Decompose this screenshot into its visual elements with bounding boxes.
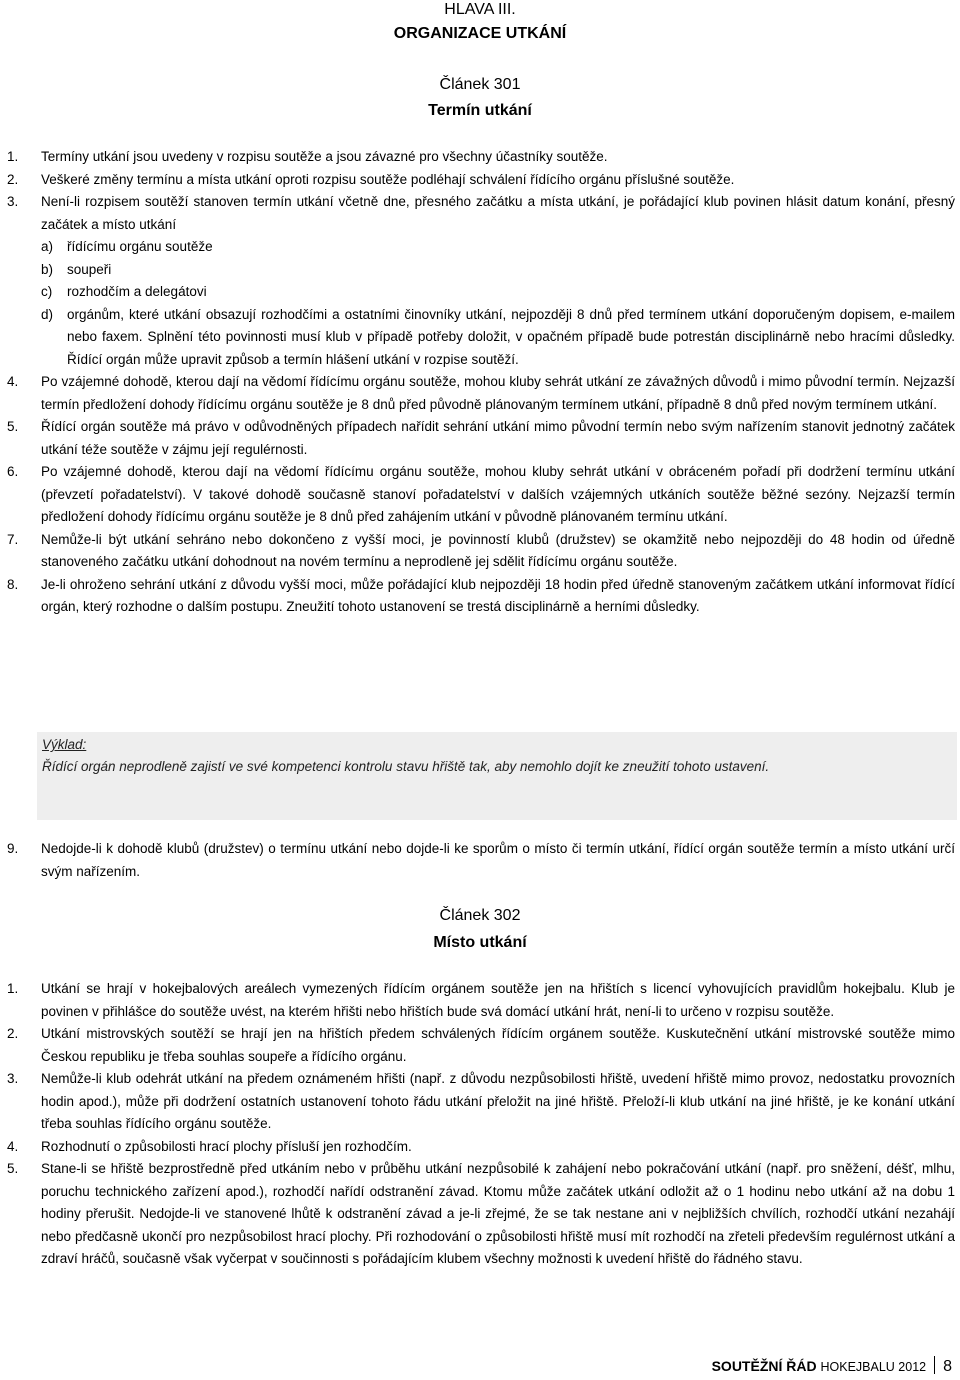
list-item	[7, 416, 955, 461]
interpretation-text: Řídící orgán neprodleně zajistí ve své kompetenci kontrolu stavu hřiště tak, aby nemohlo dojít ke zneužití tohoto ustavení.	[42, 759, 770, 774]
sub-item-text: rozhodčím a delegátovi	[67, 284, 207, 299]
item-number: 2.	[7, 1026, 19, 1041]
chapter-title: ORGANIZACE UTKÁNÍ	[393, 25, 567, 42]
item-number: 5.	[7, 1161, 19, 1176]
footer-brand: SOUTĚŽNÍ ŘÁD	[711, 1358, 817, 1374]
chapter-heading: HLAVA III.	[444, 1, 516, 18]
item-text: Termíny utkání jsou uvedeny v rozpisu soutěže a jsou závazné pro všechny účastníky soutěže.	[41, 149, 608, 164]
list-item	[7, 371, 955, 416]
list-item	[7, 1158, 955, 1271]
item-number: 4.	[7, 374, 19, 389]
list-item	[7, 1136, 955, 1159]
list-item	[7, 574, 955, 619]
item-number: 6.	[7, 464, 19, 479]
sub-item	[41, 281, 955, 304]
item-text: Stane-li se hřiště bezprostředně před utkáním nebo v průběhu utkání nezpůsobilé k zahájení nebo pokračování utkání (např. pro sněžení, déšť, mlhu, poruchu technického zařízení apod.), rozhodčí nařídí odstranění závad. Ktomu může začátek utkání odložit až o 1 hodinu nebo utkání až na dobu 1 hodiny přerušit. Nedojde-li ve stanovené lhůtě k odstranění závad a je-li zřejmé, že se tak nestane ani v nejbližších chvílích, rozhodčí utkání nezahájí nebo předčasně ukončí pro nezpůsobilost hrací plochy. Při rozhodování o způsobilosti hřiště musí mít rozhodčí na zřeteli především regulérnost utkání a zdraví hráčů, současně však vyčerpat v součinnosti s pořádajícím klubem všechny možnosti k uvedení hřiště do řádného stavu.	[41, 1161, 955, 1266]
item-number: 5.	[7, 419, 19, 434]
item-text: Nedojde-li k dohodě klubů (družstev) o termínu utkání nebo dojde-li ke sporům o místo či termín utkání, řídící orgán soutěže termín a místo utkání určí svým nařízením.	[41, 841, 955, 879]
interpretation-label: Výklad:	[42, 737, 87, 752]
article-301-list	[7, 146, 955, 619]
item-text: Nemůže-li být utkání sehráno nebo dokončeno z vyšší moci, je povinností klubů (družstev) se okamžitě nebo nejpozději do 48 hodin od úředně stanoveného začátku utkání dohodnout na novém termínu a neprodleně jej sdělit řídícímu orgánu soutěže.	[41, 531, 955, 569]
list-item	[7, 1068, 955, 1136]
sub-item-text: řídícímu orgánu soutěže	[67, 239, 213, 254]
list-item	[7, 838, 955, 883]
sub-item	[41, 304, 955, 372]
article-302-number: Článek 302	[439, 907, 521, 924]
sub-item-letter: d)	[41, 306, 54, 322]
sub-item-letter: c)	[41, 284, 53, 299]
list-item	[7, 529, 955, 574]
article-301-list-continued	[7, 838, 955, 883]
list-item	[7, 978, 955, 1023]
sub-item	[41, 236, 955, 259]
item-text: Po vzájemné dohodě, kterou dají na vědomí řídícímu orgánu soutěže, mohou kluby sehrát utkání v obráceném pořadí při dodržení termínu utkání (převzetí pořadatelství). V takové dohodě současně stanoví pořadatelství v dalších vzájemných utkáních soutěže běžné sezóny. Nejzazší termín předložení dohody řídícímu orgánu soutěže je 8 dnů před zahájením utkání v původně plánovaném termínu utkání.	[41, 464, 955, 524]
item-number: 7.	[7, 531, 19, 547]
item-number: 3.	[7, 194, 19, 209]
footer-divider	[934, 1356, 935, 1374]
item-number: 3.	[7, 1071, 19, 1086]
item-text: Řídící orgán soutěže má právo v odůvodněných případech nařídit sehrání utkání mimo původní termín nebo svým nařízením stanovit jednotný začátek utkání téže soutěže v zájmu její regulérnosti.	[41, 419, 955, 457]
page-number: 8	[943, 1358, 952, 1375]
item-text: Je-li ohroženo sehrání utkání z důvodu vyšší moci, může pořádající klub nejpozději 18 hodin před úředně stanoveným začátkem utkání informovat řídící orgán, který rozhodne o dalším postupu. Zneužití tohoto ustanovení se trestá disciplinárně a herními důsledky.	[41, 576, 955, 614]
item-text: Rozhodnutí o způsobilosti hrací plochy přísluší jen rozhodčím.	[41, 1138, 412, 1154]
item-number: 8.	[7, 576, 19, 592]
article-301-number: Článek 301	[439, 76, 521, 93]
list-item	[7, 146, 955, 169]
item-number: 1.	[7, 981, 19, 996]
article-302-title: Místo utkání	[433, 934, 527, 951]
item-text: Nemůže-li klub odehrát utkání na předem oznámeném hřišti (např. z důvodu nezpůsobilosti hřiště, uvedení hřiště mimo provoz, nedostatku provozních hodin apod.), může při dodržení ostatních ustanovení tohoto řádu utkání přeložit na jiné hřiště. Přeloží-li klub utkání na jiné hřiště, je ke konání utkání třeba souhlas řídícího orgánu soutěže.	[41, 1071, 955, 1131]
item-text: Není-li rozpisem soutěží stanoven termín utkání včetně dne, přesného začátku a místa utkání, je pořádající klub povinen hlásit datum konání, přesný začátek a místo utkání	[41, 194, 955, 232]
interpretation-box	[37, 732, 957, 820]
item-number: 2.	[7, 171, 19, 187]
footer-name: HOKEJBALU 2012	[820, 1360, 927, 1374]
sub-item-text: orgánům, které utkání obsazují rozhodčími a ostatními činovníky utkání, nejpozději 8 dnů před termínem utkání doporučeným dopisem, e-mailem nebo faxem. Splnění této povinnosti musí klub v případě potřeby doložit, v opačném případě bude potrestán disciplinárně nebo hracími důsledky. Řídící orgán může upravit způsob a termín hlášení utkání v rozpise soutěží.	[67, 306, 955, 367]
item-number: 1.	[7, 149, 19, 164]
item-number: 4.	[7, 1138, 19, 1154]
item-text: Po vzájemné dohodě, kterou dají na vědomí řídícímu orgánu soutěže, mohou kluby sehrát utkání ze závažných důvodů i mimo původní termín. Nejzazší termín předložení dohody řídícímu orgánu soutěže je 8 dnů před původně plánovaným termínem utkání, případně 8 dnů před novým termínem utkání.	[41, 374, 955, 412]
item-number: 9.	[7, 841, 19, 856]
list-item	[7, 191, 955, 371]
item-text: Veškeré změny termínu a místa utkání oproti rozpisu soutěže podléhají schválení řídícího orgánu příslušné soutěže.	[41, 171, 735, 187]
article-301-title: Termín utkání	[428, 102, 532, 119]
list-item	[7, 461, 955, 529]
item-text: Utkání se hrají v hokejbalových areálech vymezených řídícím orgánem soutěže jen na hřištích s licencí vyhovujících pravidlům hokejbalu. Klub je povinen v přihlášce do soutěže uvést, na kterém hřišti nebo hřištích bude svá domácí utkání hrát, není-li to určeno v rozpisu soutěže.	[41, 981, 955, 1019]
article-302-list	[7, 978, 955, 1271]
sub-item-text: soupeři	[67, 261, 112, 277]
list-item	[7, 1023, 955, 1068]
sub-item	[41, 259, 955, 282]
sub-item-letter: b)	[41, 261, 54, 277]
page-footer	[712, 1356, 952, 1377]
list-item	[7, 169, 955, 192]
sub-item-letter: a)	[41, 239, 54, 254]
item-text: Utkání mistrovských soutěží se hrají jen na hřištích předem schválených řídícím orgánem soutěže. Kuskutečnění utkání mistrovské soutěže mimo Českou republiku je třeba souhlas soupeře a řídícího orgánu.	[41, 1026, 955, 1064]
